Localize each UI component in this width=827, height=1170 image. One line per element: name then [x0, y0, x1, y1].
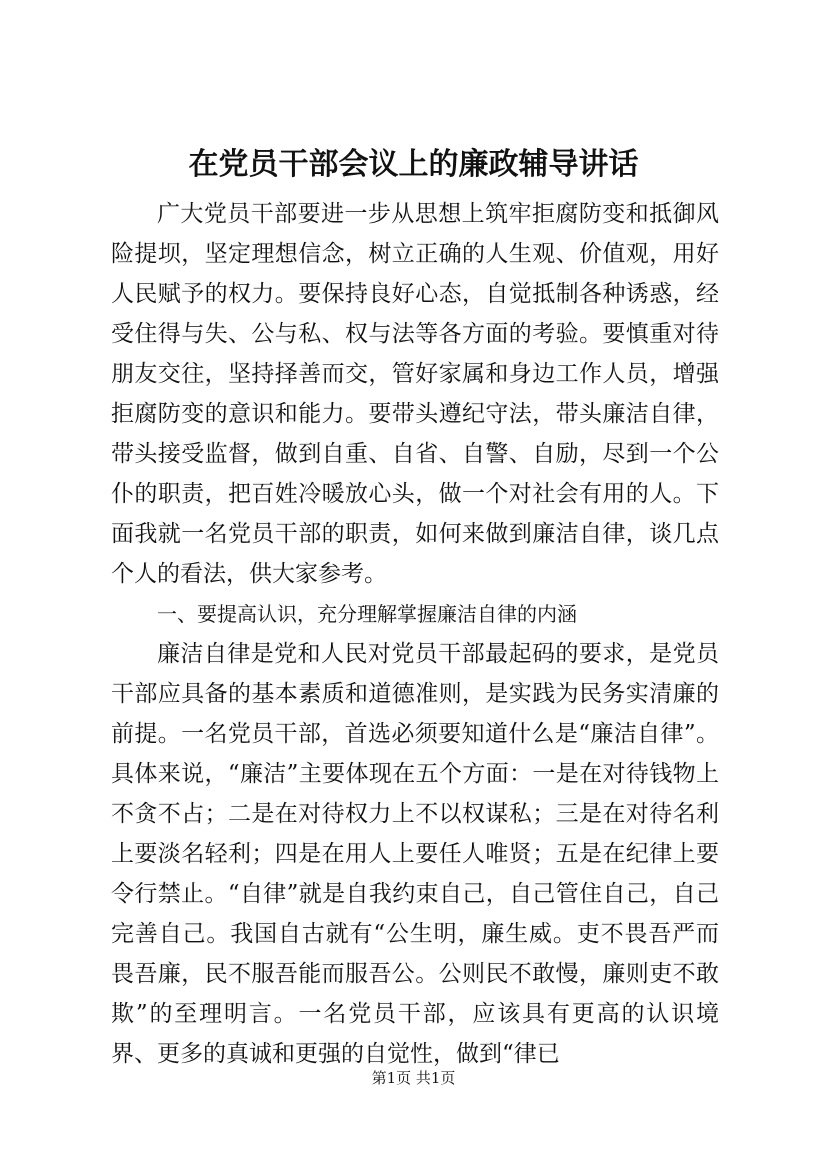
paragraph-section-1: 廉洁自律是党和人民对党员干部最起码的要求，是党员干部应具备的基本素质和道德准则，是实践为民务实清廉的前提。一名党员干部，首选必须要知道什么是“廉洁自律”。具体来说，“廉洁”主要体现在五个方面：一是在对待钱物上不贪不占；二是在对待权力上不以权谋私；三是在对待名利上要淡名轻利；四是在用人上要任人唯贤；五是在纪律上要令行禁止。“自律”就是自我约束自己，自己管住自己，自己完善自己。我国自古就有“公生明，廉生威。吏不畏吾严而畏吾廉，民不服吾能而服吾公。公则民不敢慢，廉则吏不敢欺”的至理明言。一名党员干部，应该具有更高的认识境界、更多的真诚和更强的自觉性，做到“律已 — [111, 641, 719, 1067]
page-footer: 第1页 共1页 — [371, 1069, 456, 1087]
document-body — [111, 194, 719, 1074]
section-heading-1: 一、要提高认识，充分理解掌握廉洁自律的内涵 — [157, 602, 577, 626]
paragraph-intro: 广大党员干部要进一步从思想上筑牢拒腐防变和抵御风险提坝，坚定理想信念，树立正确的人生观、价值观，用好人民赋予的权力。要保持良好心态，自觉抵制各种诱惑，经受住得与失、公与私、权与法等各方面的考验。要慎重对待朋友交往，坚持择善而交，管好家属和身边工作人员，增强拒腐防变的意识和能力。要带头遵纪守法，带头廉洁自律，带头接受监督，做到自重、自省、自警、自励，尽到一个公仆的职责，把百姓冷暖放心头，做一个对社会有用的人。下面我就一名党员干部的职责，如何来做到廉洁自律，谈几点个人的看法，供大家参考。 — [111, 201, 719, 587]
document-title: 在党员干部会议上的廉政辅导讲话 — [188, 147, 639, 182]
